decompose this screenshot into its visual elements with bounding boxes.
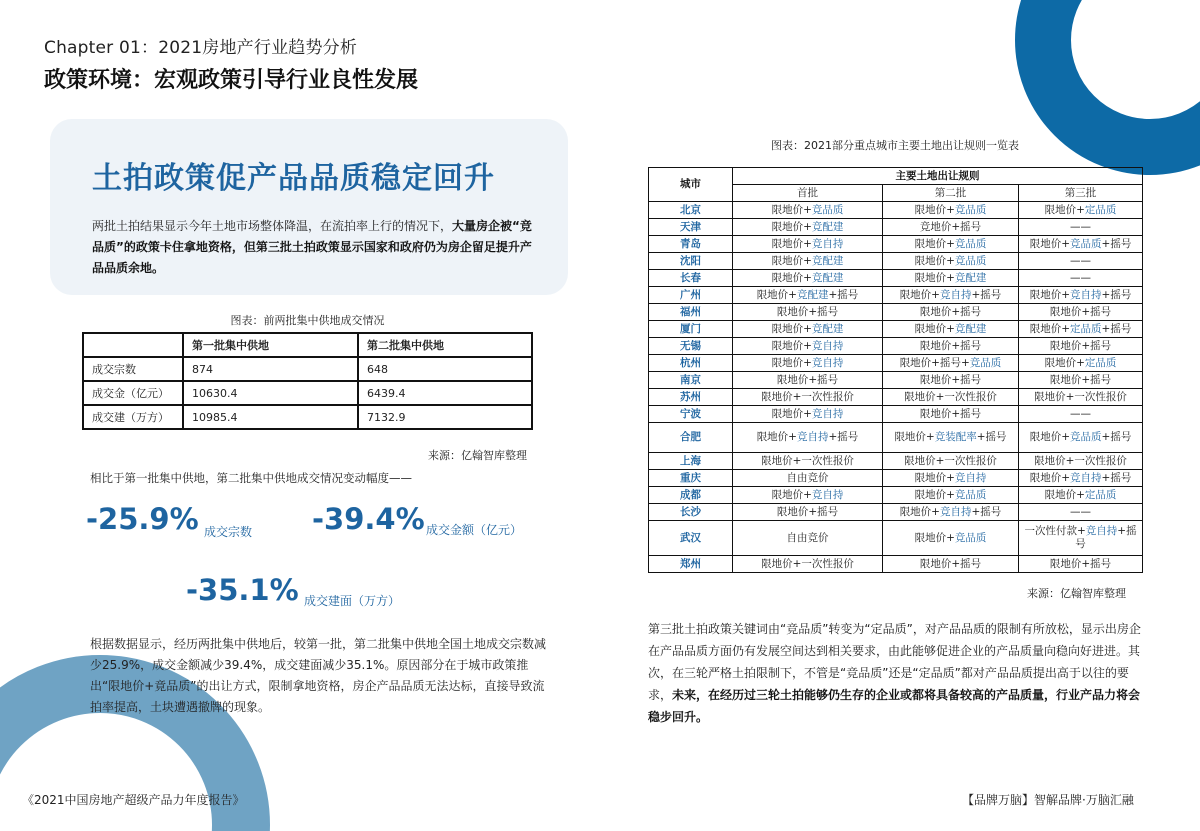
rule-text: 限地价+ <box>899 505 940 518</box>
rule-text: 限地价+ <box>771 237 812 250</box>
table-cell <box>1019 236 1143 253</box>
rule-keyword: 竞自持 <box>811 407 844 420</box>
table-cell: —— <box>1019 219 1143 236</box>
table-cell <box>1019 355 1143 372</box>
change-value-count: -25.9% <box>86 502 199 536</box>
rule-keyword: 竞配建 <box>811 322 844 335</box>
rule-keyword: 竞自持 <box>940 505 972 518</box>
table-cell: —— <box>1019 253 1143 270</box>
rule-text: +摇号 <box>971 505 1002 518</box>
rule-text: +摇号 <box>828 288 859 301</box>
table-cell: 874 <box>183 357 358 381</box>
table-row <box>649 236 1143 253</box>
table-cell: 限地价+摇号 <box>733 504 883 521</box>
table-cell-city: 郑州 <box>649 556 733 573</box>
footer-brand: 【品牌万脑】智解品牌·万脑汇融 <box>962 793 1134 807</box>
rule-keyword: 竞品质 <box>954 254 987 267</box>
table1-caption: 图表：前两批集中供地成交情况 <box>230 314 385 327</box>
table-cell-city: 上海 <box>649 453 733 470</box>
rule-keyword: 竞自持 <box>1070 288 1102 301</box>
rule-keyword: 竞品质 <box>954 531 987 544</box>
table-row <box>649 504 1143 521</box>
rule-text: 限地价+ <box>894 431 935 443</box>
table-row <box>649 487 1143 504</box>
table-cell-city: 无锡 <box>649 338 733 355</box>
rule-keyword: 定品质 <box>1084 488 1117 501</box>
table-cell: 限地价+摇号 <box>883 372 1019 389</box>
rule-text: 限地价+ <box>914 254 955 267</box>
change-value-amount: -39.4% <box>312 502 425 536</box>
table-cell: 限地价+摇号 <box>1019 372 1143 389</box>
table-cell: 10630.4 <box>183 381 358 405</box>
table-cell: 成交建（万方） <box>83 405 183 429</box>
table-row <box>83 357 532 381</box>
change-label-area: 成交建面（万方） <box>304 594 401 608</box>
rule-text: 限地价+ <box>914 271 955 284</box>
table-cell-city: 南京 <box>649 372 733 389</box>
rule-keyword: 竞自持 <box>811 488 844 501</box>
rule-text: 限地价+摇号+ <box>899 356 970 369</box>
table-cell <box>883 270 1019 287</box>
table-header-row <box>83 333 532 357</box>
rule-text: 限地价+ <box>1029 471 1071 484</box>
rule-keyword: 竞自持 <box>1085 525 1118 537</box>
table-cell: 6439.4 <box>358 381 532 405</box>
table-cell: —— <box>1019 270 1143 287</box>
table-row <box>649 406 1143 423</box>
table-row <box>83 381 532 405</box>
table-row <box>83 405 532 429</box>
rule-text: 限地价+ <box>914 488 955 501</box>
table-cell <box>733 236 883 253</box>
table-cell-city: 天津 <box>649 219 733 236</box>
rule-text: 限地价+ <box>771 356 812 369</box>
table-cell-city: 北京 <box>649 202 733 219</box>
table-cell: 限地价+摇号 <box>883 338 1019 355</box>
rule-keyword: 定品质 <box>1084 356 1117 369</box>
table-cell-city: 长沙 <box>649 504 733 521</box>
rule-keyword: 竞配建 <box>797 288 829 301</box>
table-cell: 限地价+一次性报价 <box>733 453 883 470</box>
table-cell <box>733 355 883 372</box>
table-cell-city: 成都 <box>649 487 733 504</box>
table-cell: 10985.4 <box>183 405 358 429</box>
rule-text: 限地价+ <box>771 271 812 284</box>
table-header-cell <box>83 333 183 357</box>
rule-keyword: 竞自持 <box>1070 471 1102 484</box>
table-cell: 成交宗数 <box>83 357 183 381</box>
land-rules-body <box>649 202 1143 573</box>
rule-keyword: 竞品质 <box>954 203 987 216</box>
table-cell-city: 合肥 <box>649 423 733 453</box>
table-header-cell: 第一批集中供地 <box>183 333 358 357</box>
table-row <box>649 338 1143 355</box>
rule-text: +摇号 <box>828 431 859 443</box>
table-header-cell: 第二批集中供地 <box>358 333 532 357</box>
table-cell <box>733 406 883 423</box>
rule-keyword: 定品质 <box>1084 203 1117 216</box>
table-cell <box>883 253 1019 270</box>
table-cell: 限地价+摇号 <box>1019 304 1143 321</box>
rule-text: +摇号 <box>976 431 1007 443</box>
change-value-area: -35.1% <box>186 573 299 607</box>
table-cell-city: 青岛 <box>649 236 733 253</box>
table-row <box>649 270 1143 287</box>
para-right-plain: 第三批土拍政策关键词由“竞品质”转变为“定品质”，对产品品质的限制有所放松，显示出房企在产品品质方面仍有发展空间达到相关要求，由此能够促进企业的产品质量向稳向好进进。其次，在三轮严格土拍限制下，不管是“竞品质”还是“定品质”都对产品品质提出高于以往的要求， <box>648 622 1141 702</box>
table-cell <box>1019 487 1143 504</box>
table-cell <box>733 338 883 355</box>
rule-keyword: 竞品质 <box>969 356 1002 369</box>
table-cell <box>1019 202 1143 219</box>
rule-keyword: 竞装配率 <box>934 431 977 443</box>
callout-body <box>92 216 532 279</box>
rule-text: 限地价+ <box>899 288 940 301</box>
table-cell <box>1019 287 1143 304</box>
table-header-cell: 首批 <box>733 185 883 202</box>
table-cell: 限地价+一次性报价 <box>1019 453 1143 470</box>
table-cell: 限地价+摇号 <box>733 372 883 389</box>
rule-text: 限地价+ <box>1044 203 1085 216</box>
table-cell: 竞地价+摇号 <box>883 219 1019 236</box>
rule-text: 限地价+ <box>1044 356 1085 369</box>
table-cell: 限地价+摇号 <box>883 406 1019 423</box>
table-row <box>649 521 1143 556</box>
supply-table <box>82 332 533 430</box>
rule-text: 限地价+ <box>1029 237 1071 250</box>
rule-text: 限地价+ <box>1044 488 1085 501</box>
table-cell <box>1019 521 1143 556</box>
change-label-amount: 成交金额（亿元） <box>426 523 523 537</box>
table-cell <box>883 470 1019 487</box>
table-cell <box>733 219 883 236</box>
rule-keyword: 竞配建 <box>811 271 844 284</box>
rule-keyword: 竞品质 <box>811 203 844 216</box>
rule-keyword: 竞品质 <box>1070 237 1102 250</box>
table-row <box>649 304 1143 321</box>
change-lead: 相比于第一批集中供地，第二批集中供地成交情况变动幅度—— <box>90 471 412 485</box>
table-cell <box>733 423 883 453</box>
rule-text: +摇号 <box>1101 471 1132 484</box>
table-row <box>649 202 1143 219</box>
rule-text: 限地价+ <box>914 471 955 484</box>
rule-keyword: 竞品质 <box>1070 431 1102 443</box>
table-cell <box>733 287 883 304</box>
chapter-label: Chapter 01：2021房地产行业趋势分析 <box>44 38 358 58</box>
table-cell <box>883 521 1019 556</box>
footer-report-title: 《2021中国房地产超级产品力年度报告》 <box>22 793 245 807</box>
table-cell: —— <box>1019 406 1143 423</box>
rule-keyword: 竞自持 <box>811 339 844 352</box>
table-row <box>649 287 1143 304</box>
table-cell <box>883 202 1019 219</box>
rule-keyword: 竞配建 <box>811 220 844 233</box>
table-cell <box>733 321 883 338</box>
table-cell <box>883 321 1019 338</box>
table-row <box>649 470 1143 487</box>
table-cell-city: 苏州 <box>649 389 733 406</box>
table-cell: —— <box>1019 504 1143 521</box>
table-header-cell: 主要土地出让规则 <box>733 168 1143 185</box>
table-row <box>649 253 1143 270</box>
rule-keyword: 竞自持 <box>811 237 844 250</box>
callout-body-bold: 大量房企被“竞品质”的政策卡住拿地资格，但第三批土拍政策显示国家和政府仍为房企留足提升产品品质余地。 <box>92 219 532 275</box>
callout-body-plain: 两批土拍结果显示今年土地市场整体降温，在流拍率上行的情况下， <box>92 219 453 233</box>
change-label-count: 成交宗数 <box>204 525 253 539</box>
rule-keyword: 竞配建 <box>954 271 987 284</box>
table-cell: 限地价+一次性报价 <box>1019 389 1143 406</box>
rule-text: +摇号 <box>1101 322 1132 335</box>
table1-source: 来源：亿翰智库整理 <box>428 449 527 462</box>
table-cell <box>883 423 1019 453</box>
table-cell <box>733 487 883 504</box>
rule-text: +摇号 <box>1101 237 1132 250</box>
table-cell: 限地价+摇号 <box>1019 338 1143 355</box>
table-cell: 限地价+摇号 <box>1019 556 1143 573</box>
table-row <box>649 355 1143 372</box>
rule-keyword: 竞配建 <box>811 254 844 267</box>
table-cell: 限地价+摇号 <box>733 304 883 321</box>
rule-text: 限地价+ <box>1029 322 1071 335</box>
table-cell <box>883 504 1019 521</box>
rule-keyword: 竞品质 <box>954 488 987 501</box>
table-cell-city: 福州 <box>649 304 733 321</box>
table-row <box>649 219 1143 236</box>
rule-text: 限地价+ <box>1029 288 1071 301</box>
table2-caption: 图表：2021部分重点城市主要土地出让规则一览表 <box>771 139 1019 152</box>
table-header-cell: 第二批 <box>883 185 1019 202</box>
table-cell: 限地价+摇号 <box>883 556 1019 573</box>
rule-keyword: 竞自持 <box>954 471 987 484</box>
table-cell-city: 宁波 <box>649 406 733 423</box>
para-right-bold: 未来，在经历过三轮土拍能够仍生存的企业或都将具备较高的产品质量，行业产品力将会稳步回升。 <box>648 688 1141 724</box>
rule-text: 限地价+ <box>771 203 812 216</box>
rule-text: 限地价+ <box>771 488 812 501</box>
table-cell: 648 <box>358 357 532 381</box>
rule-keyword: 定品质 <box>1070 322 1102 335</box>
rule-text: 限地价+ <box>914 322 955 335</box>
table-cell-city: 杭州 <box>649 355 733 372</box>
rule-keyword: 竞品质 <box>954 237 987 250</box>
rule-text: 限地价+ <box>771 322 812 335</box>
callout-box <box>50 119 568 295</box>
rule-text: 限地价+ <box>771 339 812 352</box>
table-cell: 自由竞价 <box>733 521 883 556</box>
table-cell <box>1019 423 1143 453</box>
page-heading: 政策环境：宏观政策引导行业良性发展 <box>44 68 419 93</box>
rule-text: +摇号 <box>971 288 1002 301</box>
table-cell <box>883 236 1019 253</box>
table-header-row <box>649 168 1143 185</box>
table-header-cell: 第三批 <box>1019 185 1143 202</box>
rule-keyword: 竞自持 <box>940 288 972 301</box>
table-row <box>649 389 1143 406</box>
rule-text: 一次性付款+ <box>1024 525 1086 537</box>
rule-text: 限地价+ <box>771 220 812 233</box>
table-cell-city: 重庆 <box>649 470 733 487</box>
table-cell <box>733 202 883 219</box>
table-cell <box>883 287 1019 304</box>
table-cell <box>1019 321 1143 338</box>
table-cell: 限地价+一次性报价 <box>733 556 883 573</box>
table2-source: 来源：亿翰智库整理 <box>1027 587 1126 600</box>
rule-text: 限地价+ <box>771 407 812 420</box>
table-row <box>649 556 1143 573</box>
table-cell <box>733 270 883 287</box>
table-cell: 限地价+摇号 <box>883 304 1019 321</box>
table-cell-city: 广州 <box>649 287 733 304</box>
table-row <box>649 372 1143 389</box>
table-cell: 成交金（亿元） <box>83 381 183 405</box>
rule-text: 限地价+ <box>756 288 797 301</box>
rule-text: 限地价+ <box>771 254 812 267</box>
rule-text: +摇号 <box>1101 431 1132 443</box>
table-cell-city: 沈阳 <box>649 253 733 270</box>
table-cell <box>1019 470 1143 487</box>
rule-text: 限地价+ <box>914 237 955 250</box>
table-cell <box>883 355 1019 372</box>
table-row <box>649 453 1143 470</box>
table-cell-city: 长春 <box>649 270 733 287</box>
table-cell: 7132.9 <box>358 405 532 429</box>
table-cell: 限地价+一次性报价 <box>883 389 1019 406</box>
table-cell <box>733 253 883 270</box>
table-header-cell: 城市 <box>649 168 733 202</box>
rule-keyword: 竞配建 <box>954 322 987 335</box>
rule-text: +摇号 <box>1075 525 1137 550</box>
analysis-paragraph-left: 根据数据显示，经历两批集中供地后，较第一批，第二批集中供地全国土地成交宗数减少25.9%，成交金额减少39.4%，成交建面减少35.1%。原因部分在于城市政策推出“限地价+竟品质”的出让方式，限制拿地资格，房企产品品质无法达标，直接导致流拍率提高，土块遭遇撤牌的现象。 <box>90 637 547 714</box>
rule-text: 限地价+ <box>914 531 955 544</box>
table-cell-city: 厦门 <box>649 321 733 338</box>
table-cell: 限地价+一次性报价 <box>733 389 883 406</box>
rule-text: 限地价+ <box>756 431 797 443</box>
rule-keyword: 竞自持 <box>797 431 829 443</box>
land-rules-table <box>648 167 1143 573</box>
callout-title: 土拍政策促产品品质稳定回升 <box>92 161 495 196</box>
rule-text: 限地价+ <box>914 203 955 216</box>
table-row <box>649 321 1143 338</box>
rule-keyword: 竞自持 <box>811 356 844 369</box>
table-cell <box>883 487 1019 504</box>
rule-text: +摇号 <box>1101 288 1132 301</box>
table-cell-city: 武汉 <box>649 521 733 556</box>
table-cell: 自由竞价 <box>733 470 883 487</box>
analysis-paragraph-right <box>648 618 1148 728</box>
table-cell: 限地价+一次性报价 <box>883 453 1019 470</box>
rule-text: 限地价+ <box>1029 431 1071 443</box>
table-row <box>649 423 1143 453</box>
